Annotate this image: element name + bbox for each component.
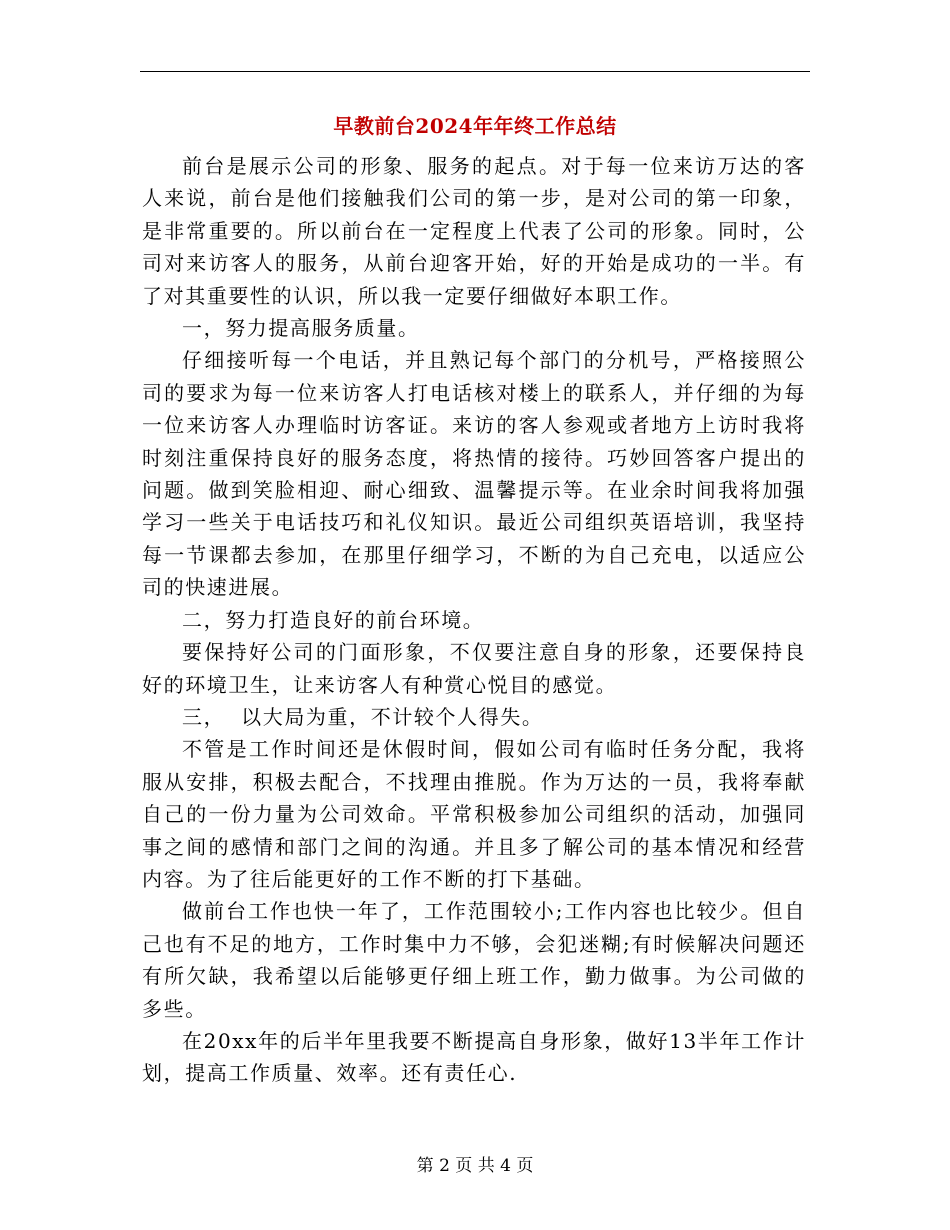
section-heading-1: 一，努力提高服务质量。 xyxy=(182,316,420,341)
document-title: 早教前台2024年年终工作总结 xyxy=(333,114,617,138)
paragraph-reflection: 做前台工作也快一年了，工作范围较小;工作内容也比较少。但自己也有不足的地方，工作时集中力不够，会犯迷糊;有时候解决问题还有所欠缺，我希望以后能够更仔细上班工作，勤力做事。为公司做的多些。 xyxy=(142,899,806,1021)
document-body xyxy=(142,150,806,1090)
section-heading-2: 二，努力打造良好的前台环境。 xyxy=(182,607,485,632)
paragraph-environment: 要保持好公司的门面形象，不仅要注意自身的形象，还要保持良好的环境卫生，让来访客人有种赏心悦目的感觉。 xyxy=(142,640,806,697)
paragraph-intro: 前台是展示公司的形象、服务的起点。对于每一位来访万达的客人来说，前台是他们接触我们公司的第一步，是对公司的第一印象，是非常重要的。所以前台在一定程度上代表了公司的形象。同时，公司对来访客人的服务，从前台迎客开始，好的开始是成功的一半。有了对其重要性的认识，所以我一定要仔细做好本职工作。 xyxy=(142,154,806,308)
paragraph-plan: 在20xx年的后半年里我要不断提高自身形象，做好13半年工作计划，提高工作质量、效率。还有责任心. xyxy=(142,1028,806,1086)
paragraph-teamwork: 不管是工作时间还是休假时间，假如公司有临时任务分配，我将服从安排，积极去配合，不找理由推脱。作为万达的一员，我将奉献自己的一份力量为公司效命。平常积极参加公司组织的活动，加强同事之间的感情和部门之间的沟通。并且多了解公司的基本情况和经营内容。为了往后能更好的工作不断的打下基础。 xyxy=(142,737,806,891)
page-number: 第 2 页 共 4 页 xyxy=(416,1156,534,1176)
paragraph-service: 仔细接听每一个电话，并且熟记每个部门的分机号，严格接照公司的要求为每一位来访客人打电话核对楼上的联系人，并仔细的为每一位来访客人办理临时访客证。来访的客人参观或者地方上访时我将时刻注重保持良好的服务态度，将热情的接待。巧妙回答客户提出的问题。做到笑脸相迎、耐心细致、温馨提示等。在业余时间我将加强学习一些关于电话技巧和礼仪知识。最近公司组织英语培训，我坚持每一节课都去参加，在那里仔细学习，不断的为自己充电，以适应公司的快速进展。 xyxy=(142,348,806,600)
section-heading-3: 三， 以大局为重，不计较个人得失。 xyxy=(182,704,544,729)
header-rule xyxy=(140,71,810,72)
